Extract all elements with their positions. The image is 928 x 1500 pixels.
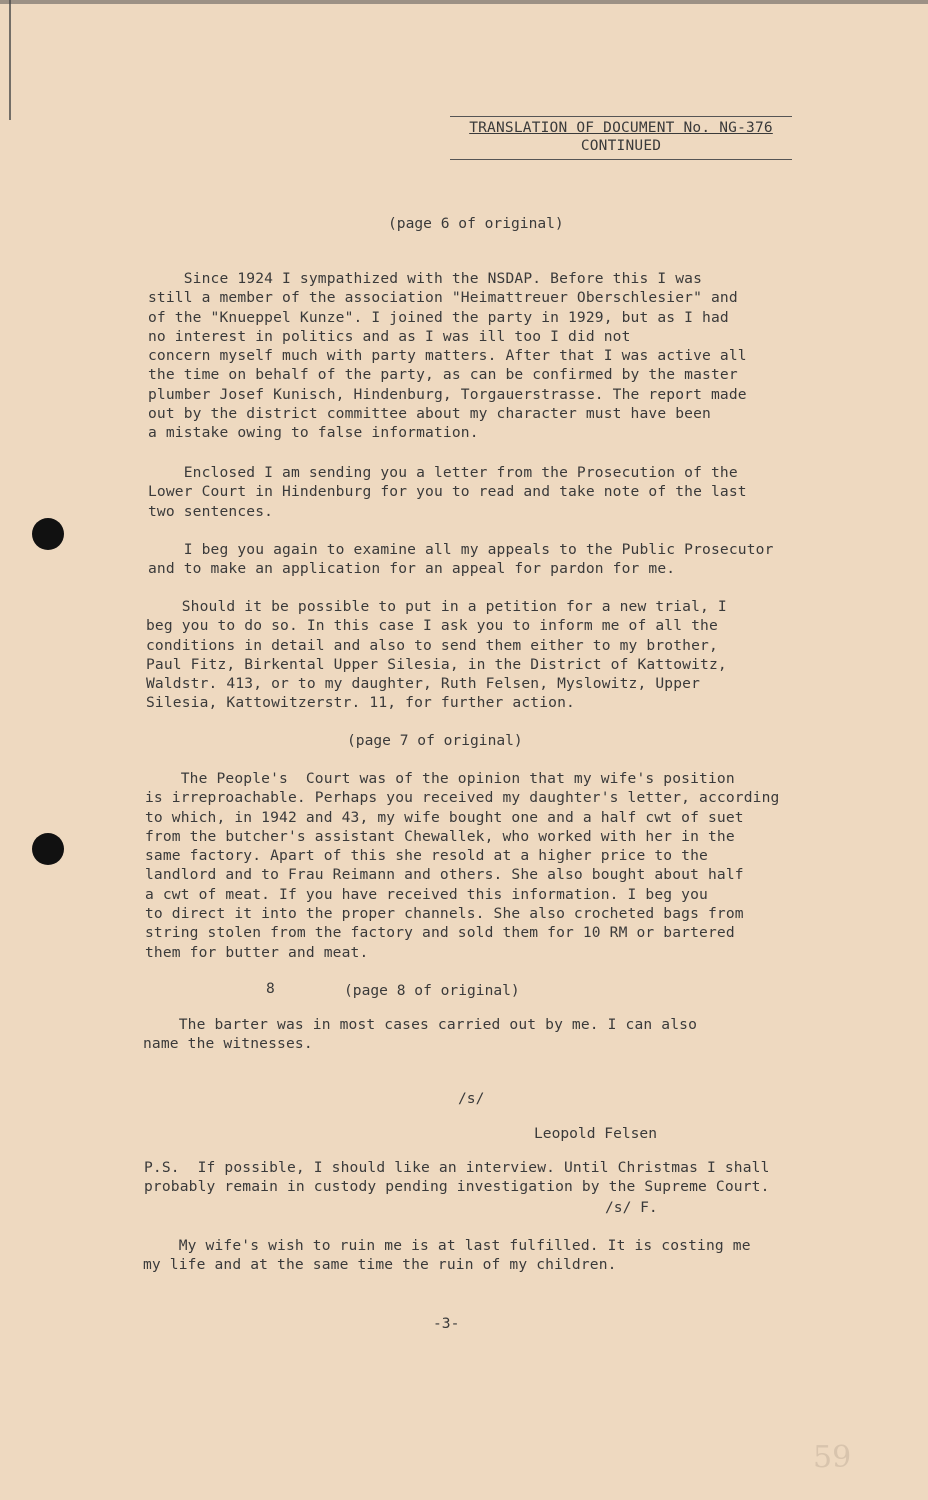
postscript-signature: /s/ F.	[605, 1199, 658, 1216]
page-number: -3-	[433, 1315, 460, 1332]
paragraph-enclosed-letter: Enclosed I am sending you a letter from the Prosecution of the Lower Court in Hindenburg for you to read and take note of the last two sentences.	[148, 464, 747, 520]
handwritten-folio-number: 59	[813, 1440, 852, 1475]
page-note-8: (page 8 of original)	[344, 982, 520, 999]
page-note-7: (page 7 of original)	[347, 732, 523, 749]
header-rule	[450, 116, 792, 117]
paragraph-nsdap: Since 1924 I sympathized with the NSDAP. Before this I was still a member of the association "Heimattreuer Oberschlesier" and of the "Knueppel Kunze". I joined the party in 1929, but as I had no interest in politics and as I was ill too I did not concern myself much with party matters. After that I was active all the time on behalf of the party, as can be confirmed by the master plumber Josef Kunisch, Hindenburg, Torgauerstrasse. The report made out by the district committee about my character must have been a mistake owing to false information.	[148, 270, 747, 442]
header-title: TRANSLATION OF DOCUMENT No. NG-376	[469, 120, 773, 136]
postscript: P.S. If possible, I should like an interview. Until Christmas I shall probably remain in custody pending investigation by the Supreme Court.	[144, 1159, 770, 1196]
page-note-6: (page 6 of original)	[388, 215, 564, 232]
paragraph-barter: The barter was in most cases carried out by me. I can also name the witnesses.	[143, 1016, 698, 1053]
paragraph-petition: Should it be possible to put in a petition for a new trial, I beg you to do so. In this case I ask you to inform me of all the conditions in detail and also to send them either to my brother, Paul Fitz, Birkental Upper Silesia, in the District of Kattowitz, Waldstr. 413, or to my daughter, Ruth Felsen, Myslowitz, Upper Silesia, Kattowitzerstr. 11, for further action.	[146, 598, 727, 712]
punch-hole	[32, 518, 64, 550]
page-top-edge	[0, 0, 928, 4]
paragraph-appeals: I beg you again to examine all my appeals to the Public Prosecutor and to make an application for an appeal for pardon for me.	[148, 541, 774, 578]
page-left-edge	[9, 0, 11, 120]
paragraph-peoples-court: The People's Court was of the opinion that my wife's position is irreproachable. Perhaps you received my daughter's letter, according to which, in 1942 and 43, my wife bought one and a half cwt of suet from the butcher's assistant Chewallek, who worked with her in the same factory. Apart of this she resold at a higher price to the landlord and to Frau Reimann and others. She also bought about half a cwt of meat. If you have received this information. I beg you to direct it into the proper channels. She also crocheted bags from string stolen from the factory and sold them for 10 RM or bartered them for butter and meat.	[145, 770, 780, 961]
paragraph-final: My wife's wish to ruin me is at last fulfilled. It is costing me my life and at the same time the ruin of my children.	[143, 1237, 751, 1274]
header-rule	[450, 159, 792, 160]
punch-hole	[32, 833, 64, 865]
header-subtitle: CONTINUED	[580, 138, 662, 154]
signature-mark: /s/	[458, 1090, 485, 1107]
document-header	[450, 116, 792, 160]
signature-name: Leopold Felsen	[534, 1125, 658, 1142]
page-8-marker: 8	[266, 980, 275, 997]
